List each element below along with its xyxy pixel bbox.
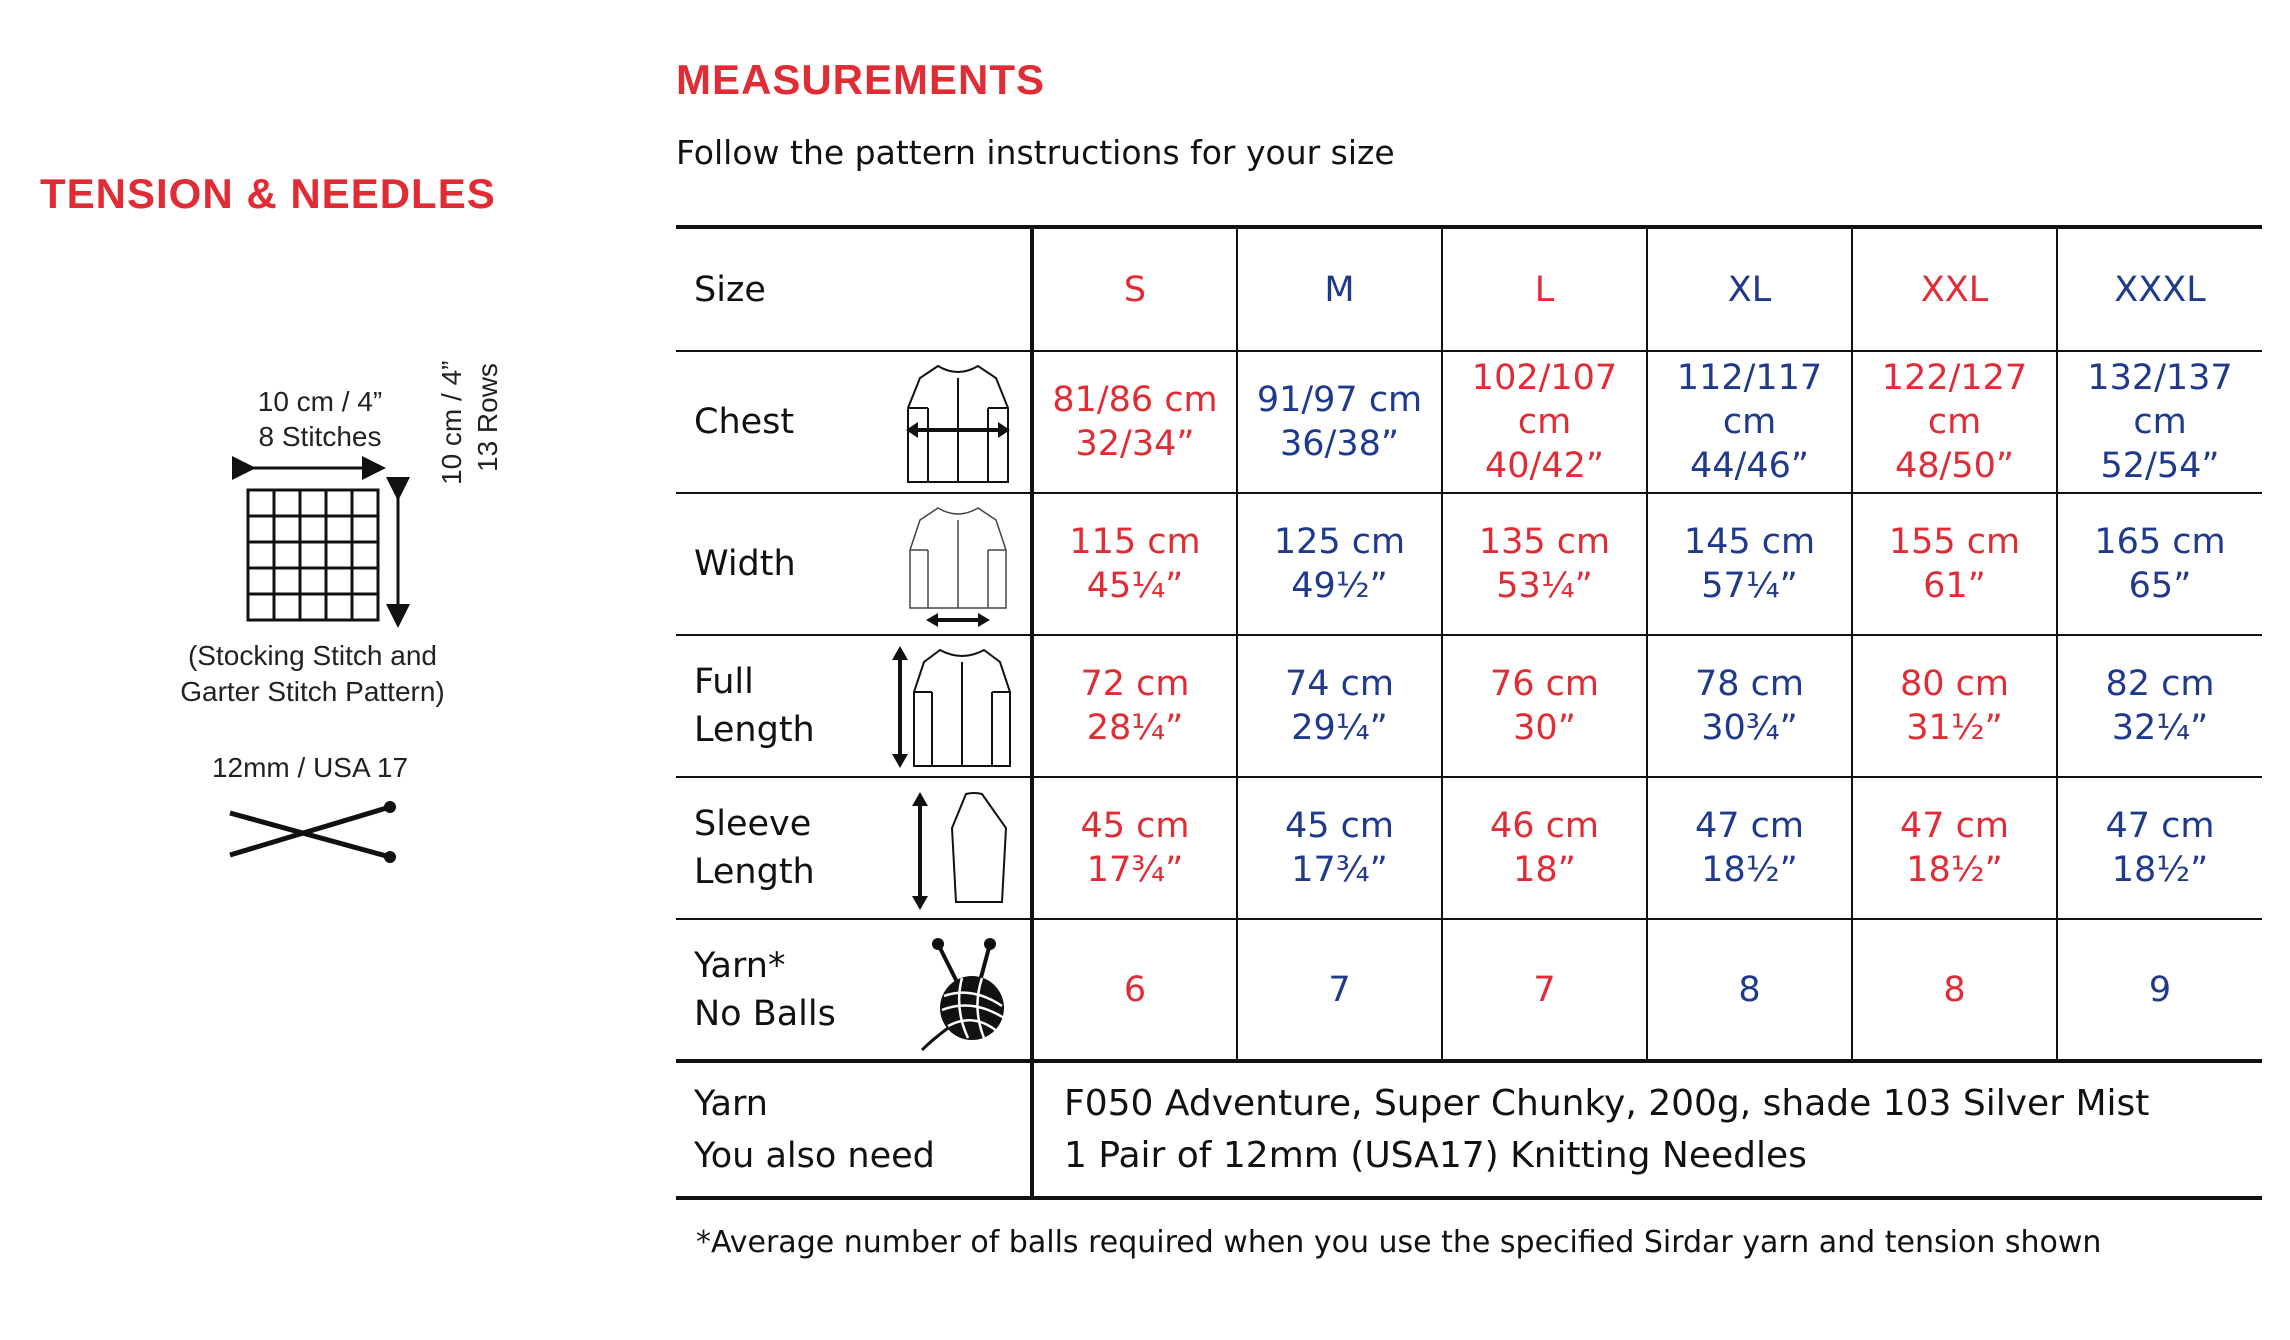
width-m: 125 cm 49½” [1237, 493, 1442, 635]
width-xl: 145 cm 57¼” [1647, 493, 1852, 635]
full-length-xxxl: 82 cm 32¼” [2057, 635, 2262, 777]
size-row [676, 227, 2262, 351]
chest-s: 81/86 cm 32/34” [1032, 351, 1237, 493]
measurements-heading: MEASUREMENTS [676, 56, 1046, 103]
chest-l: 102/107 cm 40/42” [1442, 351, 1647, 493]
yarn-balls-label: Yarn* No Balls [676, 919, 1032, 1061]
size-m: M [1237, 227, 1442, 351]
yarn-balls-xl: 8 [1647, 919, 1852, 1061]
size-s: S [1032, 227, 1237, 351]
yarn-info-row [676, 1061, 2262, 1198]
yarn-info-label: Yarn You also need [676, 1061, 1032, 1198]
chest-label: Chest [676, 351, 1032, 493]
yarn-balls-xxxl: 9 [2057, 919, 2262, 1061]
sleeve-length-icon [908, 788, 1018, 913]
width-s: 115 cm 45¼” [1032, 493, 1237, 635]
swatch-note-line1: (Stocking Stitch and [187, 640, 438, 671]
size-xxl: XXL [1852, 227, 2057, 351]
size-l: L [1442, 227, 1647, 351]
sleeve-length-xxl: 47 cm 18½” [1852, 777, 2057, 919]
sleeve-length-s: 45 cm 17¾” [1032, 777, 1237, 919]
full-length-xl: 78 cm 30¾” [1647, 635, 1852, 777]
tension-swatch-icon [230, 450, 410, 630]
yarn-balls-s: 6 [1032, 919, 1237, 1061]
sleeve-length-xxxl: 47 cm 18½” [2057, 777, 2262, 919]
yarn-balls-xxl: 8 [1852, 919, 2057, 1061]
size-xxxl: XXXL [2057, 227, 2262, 351]
tension-heading: TENSION & NEEDLES [40, 170, 496, 217]
width-label: Width [676, 493, 1032, 635]
full-length-m: 74 cm 29¼” [1237, 635, 1442, 777]
size-xl: XL [1647, 227, 1852, 351]
yarn-info-value [1032, 1061, 2262, 1198]
chest-xl: 112/117 cm 44/46” [1647, 351, 1852, 493]
width-xxxl: 165 cm 65” [2057, 493, 2262, 635]
also-need-value: 1 Pair of 12mm (USA17) Knitting Needles [1064, 1134, 1807, 1176]
footnote: *Average number of balls required when you use the specified Sirdar yarn and tension shown [696, 1225, 2102, 1260]
sleeve-length-l: 46 cm 18” [1442, 777, 1647, 919]
yarn-ball-icon [918, 936, 1018, 1051]
yarn-value: F050 Adventure, Super Chunky, 200g, shade 103 Silver Mist [1064, 1082, 2150, 1124]
measurements-intro: Follow the pattern instructions for your size [676, 133, 1395, 172]
width-xxl: 155 cm 61” [1852, 493, 2057, 635]
sleeve-length-label: Sleeve Length [676, 777, 1032, 919]
sleeve-length-m: 45 cm 17¾” [1237, 777, 1442, 919]
full-length-s: 72 cm 28¼” [1032, 635, 1237, 777]
full-length-l: 76 cm 30” [1442, 635, 1647, 777]
knitting-needles-icon [220, 795, 400, 865]
yarn-balls-m: 7 [1237, 919, 1442, 1061]
measurements-table [676, 225, 2262, 1200]
width-l: 135 cm 53¼” [1442, 493, 1647, 635]
sleeve-length-xl: 47 cm 18½” [1647, 777, 1852, 919]
chest-xxxl: 132/137 cm 52/54” [2057, 351, 2262, 493]
sleeve-length-row [676, 777, 2262, 919]
tension-stitches-label: 8 Stitches [258, 421, 382, 452]
tension-height-label: 10 cm / 4” [436, 360, 467, 485]
full-length-garment-icon [888, 642, 1018, 772]
size-label: Size [676, 227, 1032, 351]
chest-width-garment-icon [898, 358, 1018, 488]
width-row [676, 493, 2262, 635]
tension-rows-label: 13 Rows [472, 363, 503, 472]
full-length-row [676, 635, 2262, 777]
yarn-balls-row [676, 919, 2262, 1061]
needle-size-label: 12mm / USA 17 [211, 752, 409, 783]
hem-width-garment-icon [898, 500, 1018, 630]
chest-m: 91/97 cm 36/38” [1237, 351, 1442, 493]
yarn-balls-l: 7 [1442, 919, 1647, 1061]
chest-row [676, 351, 2262, 493]
chest-xxl: 122/127 cm 48/50” [1852, 351, 2057, 493]
full-length-xxl: 80 cm 31½” [1852, 635, 2057, 777]
tension-width-label: 10 cm / 4” [257, 386, 383, 417]
full-length-label: Full Length [676, 635, 1032, 777]
swatch-note-line2: Garter Stitch Pattern) [180, 676, 445, 707]
